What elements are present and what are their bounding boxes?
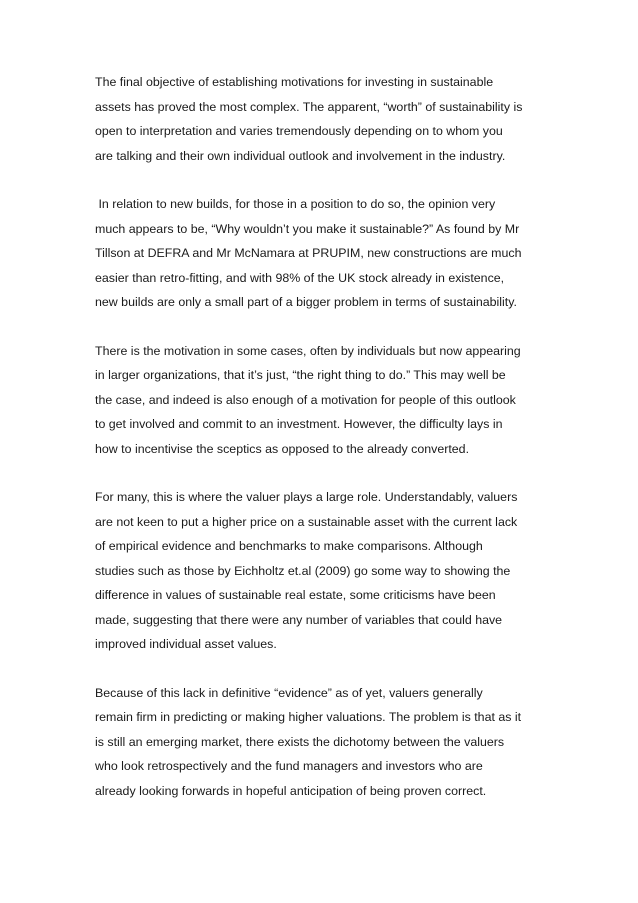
text-line: studies such as those by Eichholtz et.al (2009) go some way to showing the — [95, 563, 511, 578]
text-line: The final objective of establishing motivations for investing in sustainable — [95, 75, 494, 89]
text-line: who look retrospectively and the fund managers and investors who are — [95, 759, 483, 773]
text-line: are not keen to put a higher price on a sustainable asset with the current lack — [95, 514, 518, 529]
paragraph-1 — [95, 70, 555, 168]
text-line: improved individual asset values. — [95, 637, 277, 651]
paragraph-4 — [95, 485, 555, 657]
text-line: easier than retro-fitting, and with 98% of the UK stock already in existence, — [95, 270, 505, 285]
text-line: Tillson at DEFRA and Mr McNamara at PRUPIM, new constructions are much — [95, 246, 522, 260]
text-line: For many, this is where the valuer plays a large role. Understandably, valuers — [95, 490, 518, 504]
text-line: remain firm in predicting or making higher valuations. The problem is that as it — [95, 710, 522, 724]
paragraph-3 — [95, 339, 555, 462]
text-line: difference in values of sustainable real estate, some criticisms have been — [95, 588, 496, 602]
text-line: much appears to be, “Why wouldn’t you make it sustainable?” As found by Mr — [95, 221, 520, 236]
text-line: new builds are only a small part of a bigger problem in terms of sustainability. — [95, 295, 517, 309]
text-line: to get involved and commit to an investment. However, the difficulty lays in — [95, 417, 503, 431]
text-line: of empirical evidence and benchmarks to make comparisons. Although — [95, 539, 483, 553]
text-line: made, suggesting that there were any number of variables that could have — [95, 612, 503, 627]
text-line: There is the motivation in some cases, often by individuals but now appearing — [95, 343, 521, 358]
text-line: the case, and indeed is also enough of a motivation for people of this outlook — [95, 392, 516, 407]
paragraph-5 — [95, 681, 555, 804]
text-line: in larger organizations, that it’s just, “the right thing to do.” This may well be — [95, 368, 506, 382]
text-line: are talking and their own individual outlook and involvement in the industry. — [95, 148, 506, 163]
document-body — [95, 70, 555, 827]
text-line: Because of this lack in definitive “evidence” as of yet, valuers generally — [95, 685, 483, 700]
text-line: already looking forwards in hopeful anticipation of being proven correct. — [95, 783, 487, 798]
text-line: assets has proved the most complex. The apparent, “worth” of sustainability is — [95, 99, 523, 114]
paragraph-2 — [95, 192, 555, 315]
text-line: open to interpretation and varies tremendously depending on to whom you — [95, 124, 503, 138]
text-line: is still an emerging market, there exists the dichotomy between the valuers — [95, 734, 505, 749]
text-line: how to incentivise the sceptics as opposed to the already converted. — [95, 441, 470, 456]
text-line: In relation to new builds, for those in a position to do so, the opinion very — [95, 197, 496, 211]
